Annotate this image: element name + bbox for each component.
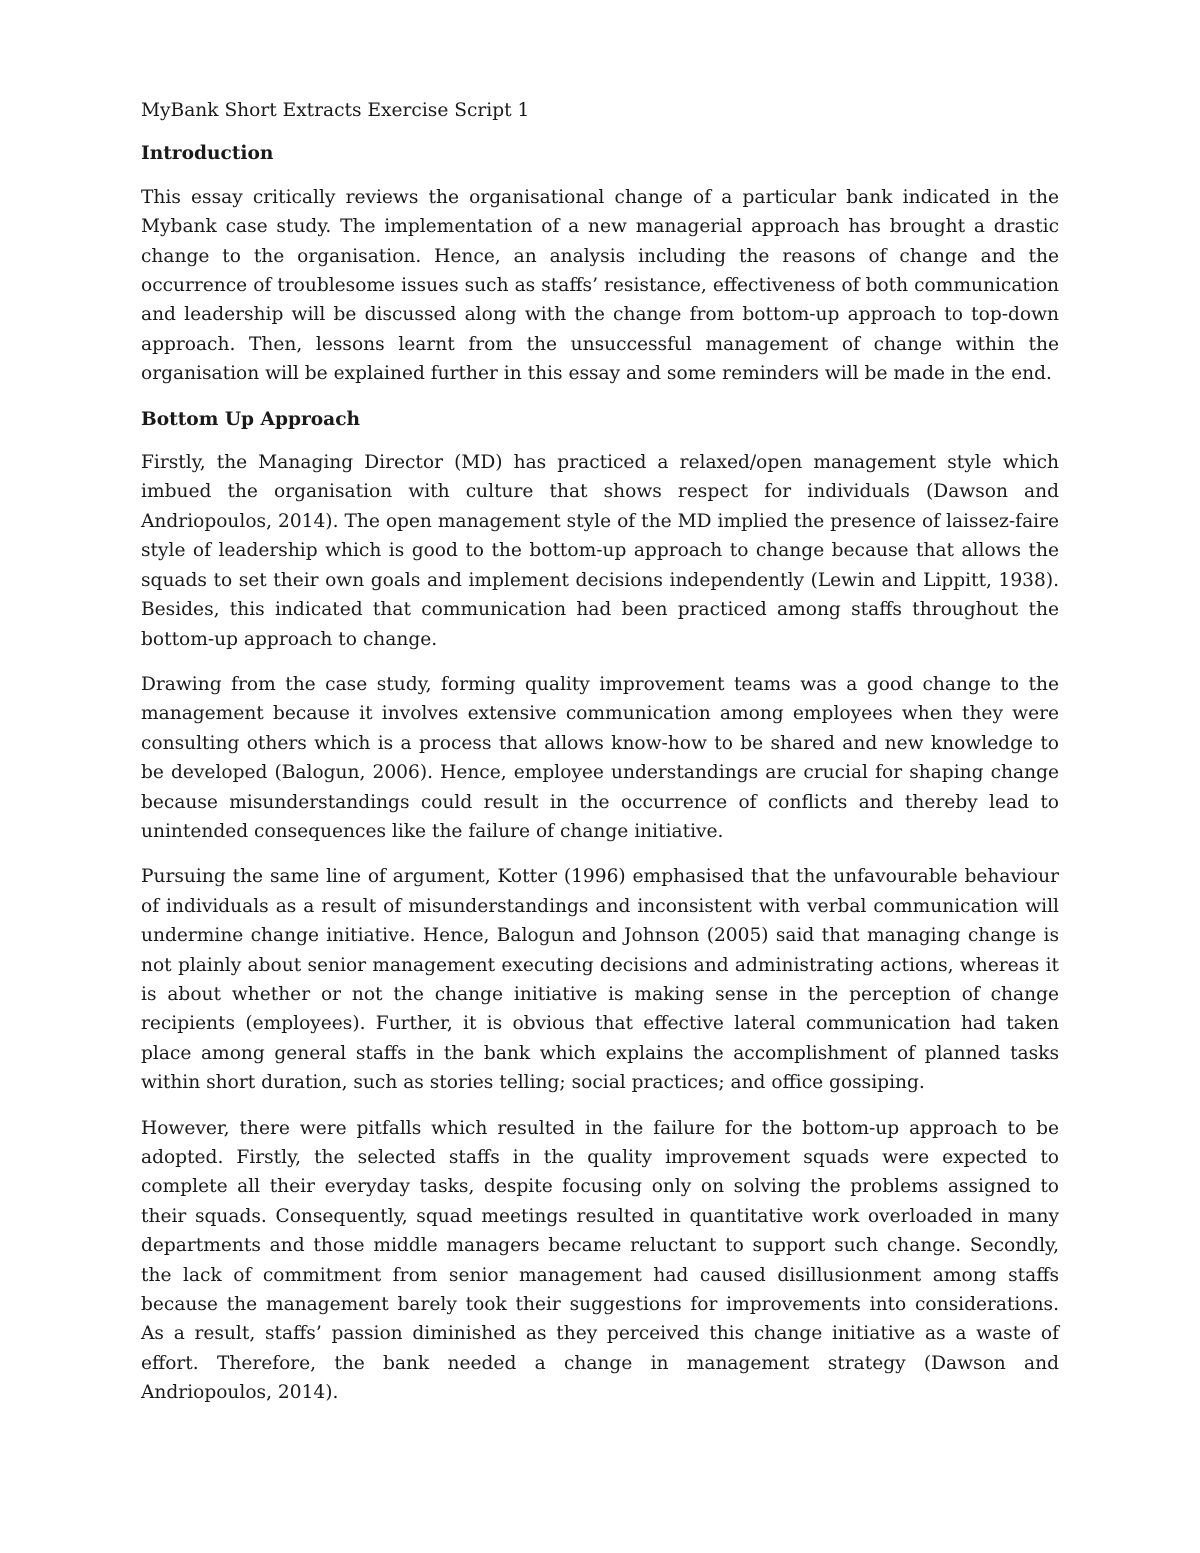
paragraph: Firstly, the Managing Director (MD) has practiced a relaxed/open management style which imbued the organisation with culture that shows respect for individuals (Dawson and Andriopoulos, 2014). The open management style of the MD implied the presence of laissez-faire style of leadership which is good to the bottom-up approach to change because that allows the squads to set their own goals and implement decisions independently (Lewin and Lippitt, 1938). Besides, this indicated that communication had been practiced among staffs throughout the bottom-up approach to change. <box>141 452 1059 650</box>
paragraph: Drawing from the case study, forming quality improvement teams was a good change to the management because it involves extensive communication among employees when they were consulting others which is a process that allows know-how to be shared and new knowledge to be developed (Balogun, 2006). Hence, employee understandings are crucial for shaping change because misunderstandings could result in the occurrence of conflicts and thereby lead to unintended consequences like the failure of change initiative. <box>141 673 1059 842</box>
section-introduction <box>141 139 1059 388</box>
paragraph: Pursuing the same line of argument, Kotter (1996) emphasised that the unfavourable behaviour of individuals as a result of misunderstandings and inconsistent with verbal communication will undermine change initiative. Hence, Balogun and Johnson (2005) said that managing change is not plainly about senior management executing decisions and administrating actions, whereas it is about whether or not the change initiative is making sense in the perception of change recipients (employees). Further, it is obvious that effective lateral communication had taken place among general staffs in the bank which explains the accomplishment of planned tasks within short duration, such as stories telling; social practices; and office gossiping. <box>141 866 1059 1094</box>
section-bottom-up-approach <box>141 405 1059 1408</box>
document-title: MyBank Short Extracts Exercise Script 1 <box>141 100 530 121</box>
section-heading-introduction: Introduction <box>141 143 274 165</box>
paragraph: This essay critically reviews the organisational change of a particular bank indicated in the Mybank case study. The implementation of a new managerial approach has brought a drastic change to the organisation. Hence, an analysis including the reasons of change and the occurrence of troublesome issues such as staffs’ resistance, effectiveness of both communication and leadership will be discussed along with the change from bottom-up approach to top-down approach. Then, lessons learnt from the unsuccessful management of change within the organisation will be explained further in this essay and some reminders will be made in the end. <box>141 186 1059 385</box>
document-page <box>141 96 1059 1424</box>
paragraph: However, there were pitfalls which resulted in the failure for the bottom-up approach to be adopted. Firstly, the selected staffs in the quality improvement squads were expected to complete all their everyday tasks, despite focusing only on solving the problems assigned to their squads. Consequently, squad meetings resulted in quantitative work overloaded in many departments and those middle managers became reluctant to support such change. Secondly, the lack of commitment from senior management had caused disillusionment among staffs because the management barely took their suggestions for improvements into considerations. As a result, staffs’ passion diminished as they perceived this change initiative as a waste of effort. Therefore, the bank needed a change in management strategy (Dawson and Andriopoulos, 2014). <box>141 1117 1059 1404</box>
section-heading-bottom-up-approach: Bottom Up Approach <box>141 408 361 430</box>
